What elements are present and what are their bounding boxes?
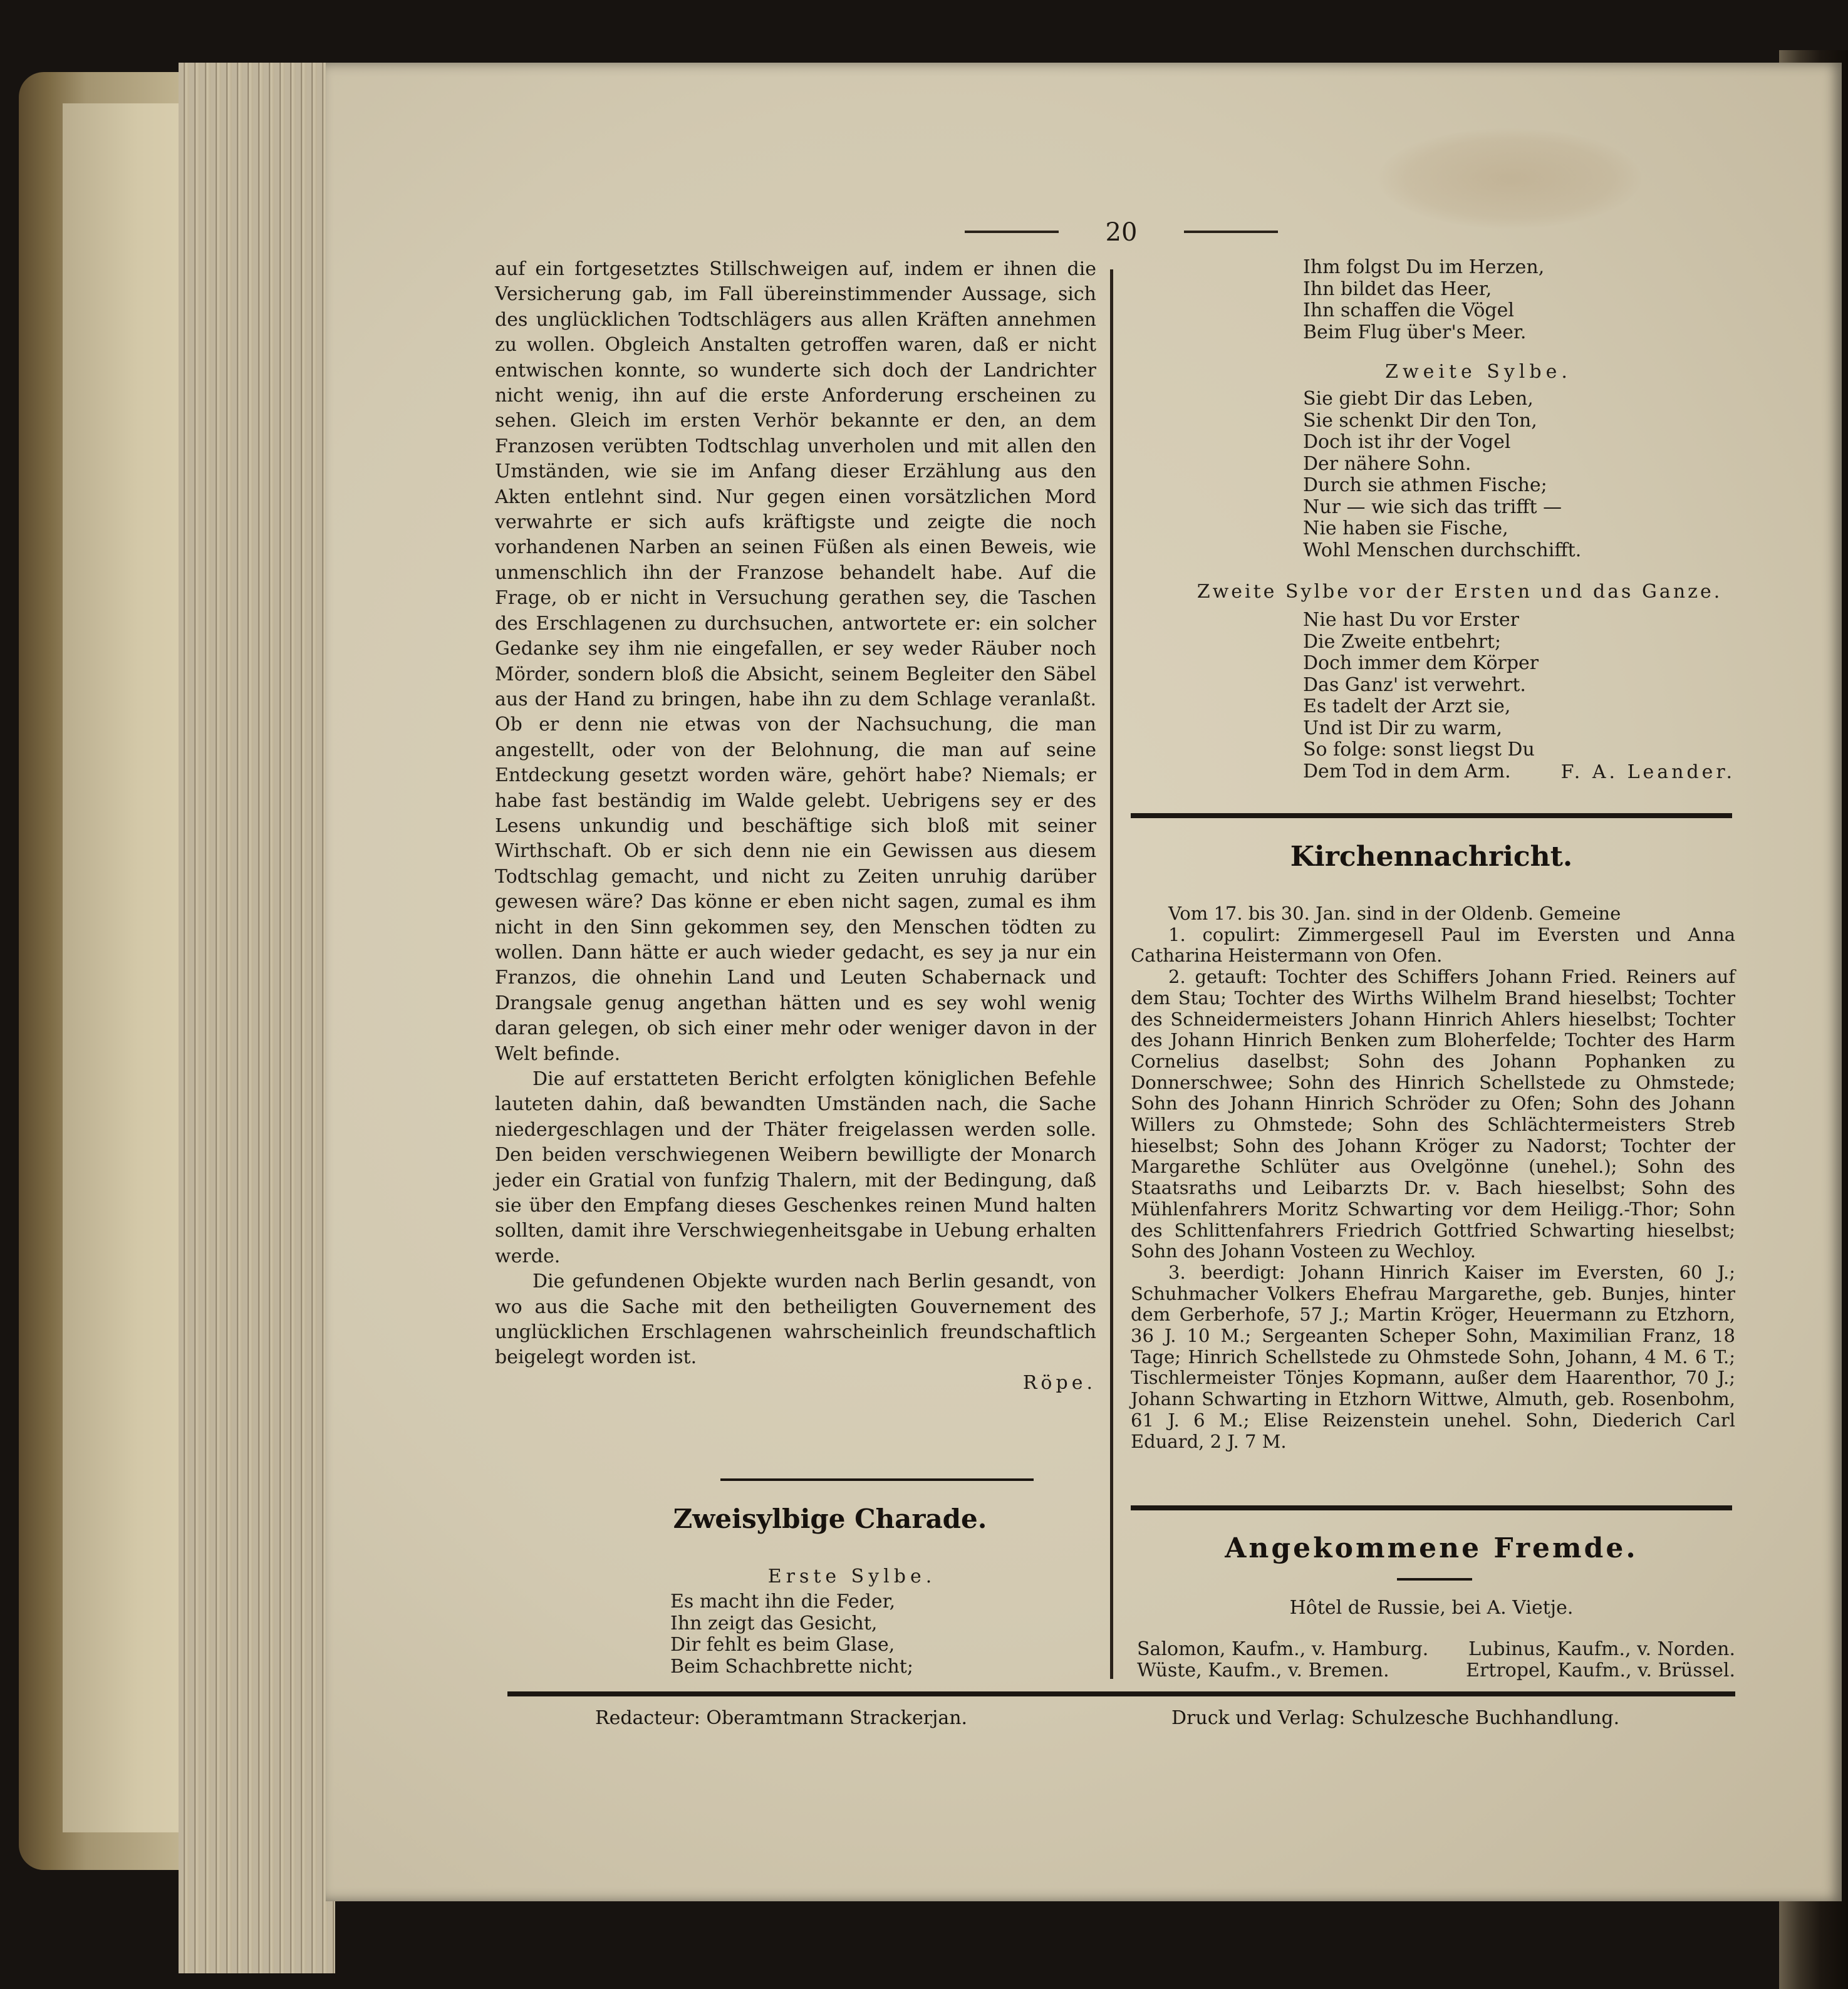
header-rule-right (1184, 231, 1278, 233)
article-paragraph: auf ein fortgesetztes Stillschweigen auf, indem er ihnen die Versicherung gab, im Fall übereinstimmender Aussage, sich des unglücklichen Todtschlägers aus allen Kräften annehmen zu wollen. Obgleich Anstalten getroffen waren, daß er nicht entwischen konnte, so wunderte sich doch der Landrichter nicht wenig, ihn auf die erste Anforderung erscheinen zu sehen. Gleich im ersten Verhör bekannte er den, an dem Franzosen verübten Todtschlag unverholen und mit allen den Umständen, wie sie im Anfang dieser Erzählung aus den Akten entlehnt sind. Nur gegen einen vorsätzlichen Mord verwahrte er sich aufs kräftigste und zeigte die noch vorhandenen Narben an seinen Füßen als einen Beweis, wie unmenschlich ihn der Franzose behandelt habe. Auf die Frage, ob er nicht in Versuchung gerathen sey, die Taschen des Erschlagenen zu durchsuchen, antwortete er: ein solcher Gedanke sey ihm nie eingefallen, er sey weder Räuber noch Mörder, sondern bloß die Absicht, seinem Begleiter den Säbel aus der Hand zu bringen, habe ihn zu dem Schlage veranlaßt. Ob er denn nie etwas von der Nachsuchung, die man angestellt, oder von der Belohnung, die man auf seine Entdeckung gesetzt worden wäre, gehört habe? Niemals; er habe fast beständig im Walde gelebt. Uebrigens sey er des Lesens unkundig und beschäftige sich bloß mit seiner Wirthschaft. Ob er sich denn nie ein Gewissen aus diesem Todtschlag gemacht, und nicht zu Zeiten unruhig darüber gewesen wäre? Das könne er eben nicht sagen, zumal es ihm nicht in den Sinn gekommen sey, den Menschen tödten zu wollen. Dann hätte er auch wieder gedacht, es sey ja nur ein Franzos, die ohnehin Land und Leuten Schabernack und Drangsale genug angethan hätten und es sey wohl wenig daran gelegen, ob sich einer mehr oder weniger davon in der Welt befinde. (495, 258, 1096, 1065)
charade-second-verse (1303, 388, 1710, 561)
verse-line: Nie haben sie Fische, (1303, 517, 1508, 539)
footer-editor: Redacteur: Oberamtmann Strackerjan. (595, 1707, 968, 1729)
verse-line: Ihn bildet das Heer, (1303, 278, 1492, 300)
verse-line: Die Zweite entbehrt; (1303, 630, 1502, 653)
verse-line: Beim Schachbrette nicht; (670, 1655, 913, 1678)
footer-rule (507, 1691, 1735, 1696)
page-header (965, 218, 1278, 247)
charade-first-verse (670, 1591, 1046, 1678)
verse-line: So folge: sonst liegst Du (1303, 739, 1535, 761)
guest-entry: Wüste, Kaufm., v. Bremen. (1137, 1659, 1389, 1681)
verse-line: Nie hast Du vor Erster (1303, 609, 1519, 631)
water-stain (1378, 128, 1641, 229)
article-paragraph: Die auf erstatteten Bericht erfolgten königlichen Befehle lauteten dahin, daß bewandten Umständen nach, die Sache niedergeschlagen und der Thäter freigelassen werden solle. Den beiden verschwiegenen Weibern bewilligte der Monarch jeder ein Gratial von funfzig Thalern, mit der Bedingung, daß sie über den Empfang dieses Geschenkes reinen Mund halten sollten, damit ihre Verschwiegenheitsgabe in Uebung erhalten werde. (495, 1068, 1096, 1267)
verse-line: Nur — wie sich das trifft — (1303, 496, 1562, 518)
verse-line: Dem Tod in dem Arm. (1303, 760, 1511, 782)
verse-line: Das Ganz' ist verwehrt. (1303, 673, 1526, 696)
verse-line: Doch immer dem Körper (1303, 652, 1539, 674)
arrivals-rule (1397, 1578, 1472, 1581)
charade-top-rule (720, 1478, 1034, 1481)
charade-whole-verse (1303, 610, 1710, 782)
verse-line: Es macht ihn die Feder, (670, 1591, 896, 1612)
verse-line: Es tadelt der Arzt sie, (1303, 695, 1511, 717)
church-news-intro: Vom 17. bis 30. Jan. sind in der Oldenb. Gemeine (1168, 903, 1621, 924)
verse-line: Und ist Dir zu warm, (1303, 717, 1503, 739)
charade-first-verse-continued (1303, 257, 1710, 343)
church-news-copulated: 1. copulirt: Zimmergesell Paul im Eversten und Anna Catharina Heistermann von Ofen. (1131, 923, 1735, 967)
verse-line: Sie schenkt Dir den Ton, (1303, 409, 1537, 432)
guest-entry: Lubinus, Kaufm., v. Norden. (1468, 1638, 1735, 1660)
verse-line: Sie giebt Dir das Leben, (1303, 388, 1534, 410)
church-news-buried: 3. beerdigt: Johann Hinrich Kaiser im Eversten, 60 J.; Schuhmacher Volkers Ehefrau Margarethe, geb. Bunjes, hinter dem Gerberhofe, 57 J.; Martin Kröger, Heuermann zu Etzhorn, 36 J. 10 M.; Sergeanten Scheper Sohn, Maximilian Franz, 18 Tage; Hinrich Schellstede zu Ohmstede Sohn, Johann, 4 M. 6 T.; Tischlermeister Tönjes Kopmann, außer dem Haarenthor, 70 J.; Johann Schwarting in Etzhorn Wittwe, Almuth, geb. Rosenbohm, 61 J. 6 M.; Elise Reizenstein unehel. Sohn, Diederich Carl Eduard, 2 J. 7 M. (1131, 1261, 1735, 1452)
column-divider (1110, 269, 1113, 1679)
church-news-body (1131, 903, 1735, 1452)
arrivals-hotel: Hôtel de Russie, bei A. Vietje. (1289, 1597, 1574, 1619)
church-news-title: Kirchennachricht. (1290, 841, 1573, 873)
verse-line: Ihn schaffen die Vögel (1303, 299, 1514, 321)
verse-line: Der nähere Sohn. (1303, 452, 1472, 475)
verse-line: Ihn zeigt das Gesicht, (670, 1612, 878, 1634)
arrivals-title: Angekommene Fremde. (1225, 1532, 1638, 1564)
verse-line: Wohl Menschen durchschifft. (1303, 539, 1582, 561)
verse-line: Beim Flug über's Meer. (1303, 321, 1527, 343)
verse-line: Durch sie athmen Fische; (1303, 474, 1547, 496)
arrivals-row (1137, 1660, 1735, 1681)
church-news-baptized: 2. getauft: Tochter des Schiffers Johann Fried. Reiners auf dem Stau; Tochter des Wirths Wilhelm Brand hieselbst; Tochter des Schneidermeisters Johann Hinrich Ahlers hieselbst; Tochter des Johann Hinrich Benken zum Bloherfelde; Tochter des Harm Cornelius daselbst; Sohn des Johann Pophanken zu Donnerschwee; Sohn des Hinrich Schellstede zu Ohmstede; Sohn des Johann Hinrich Schröder zu Ofen; Sohn des Johann Willers zu Ohmstede; Sohn des Schlächtermeisters Streb hieselbst; Sohn des Johann Kröger zu Nadorst; Tochter der Margarethe Schlüter aus Ovelgönne (unehel.); Sohn des Staatsraths und Leibarzts Dr. v. Bach hieselbst; Sohn des Mühlenfahrers Moritz Schwarting vor dem Heiligg.-Thor; Sohn des Schlittenfahrers Friedrich Gottfried Schwarting hieselbst; Sohn des Johann Vosteen zu Wechloy. (1131, 966, 1735, 1262)
arrivals-row (1137, 1639, 1735, 1660)
second-sylbe-heading: Zweite Sylbe. (1385, 361, 1572, 383)
section-rule (1131, 813, 1732, 818)
verse-line: Dir fehlt es beim Glase, (670, 1634, 895, 1656)
article-paragraph: Die gefundenen Objekte wurden nach Berlin gesandt, von wo aus die Sache mit den betheiligten Gouvernement des unglücklichen Erschlagenen wahrscheinlich freundschaftlich beigelegt worden ist. (495, 1270, 1096, 1369)
verse-line: Ihm folgst Du im Herzen, (1303, 256, 1545, 278)
first-sylbe-heading: Erste Sylbe. (767, 1566, 937, 1587)
page-number: 20 (1105, 218, 1138, 247)
page-stack-edges (179, 63, 335, 1973)
guest-entry: Ertropel, Kaufm., v. Brüssel. (1466, 1659, 1735, 1681)
article-signature: Röpe. (1022, 1371, 1096, 1394)
previous-page-edge (63, 103, 188, 1832)
charade-author: F. A. Leander. (1560, 761, 1735, 783)
left-column-article (495, 257, 1096, 1396)
charade-first-block (664, 1566, 1040, 1588)
guest-entry: Salomon, Kaufm., v. Hamburg. (1137, 1638, 1429, 1660)
section-rule (1131, 1505, 1732, 1510)
footer-publisher: Druck und Verlag: Schulzesche Buchhandlung. (1171, 1707, 1620, 1729)
whole-heading: Zweite Sylbe vor der Ersten und das Ganze. (1197, 581, 1723, 603)
charade-title: Zweisylbige Charade. (673, 1503, 987, 1534)
verse-line: Doch ist ihr der Vogel (1303, 431, 1511, 453)
